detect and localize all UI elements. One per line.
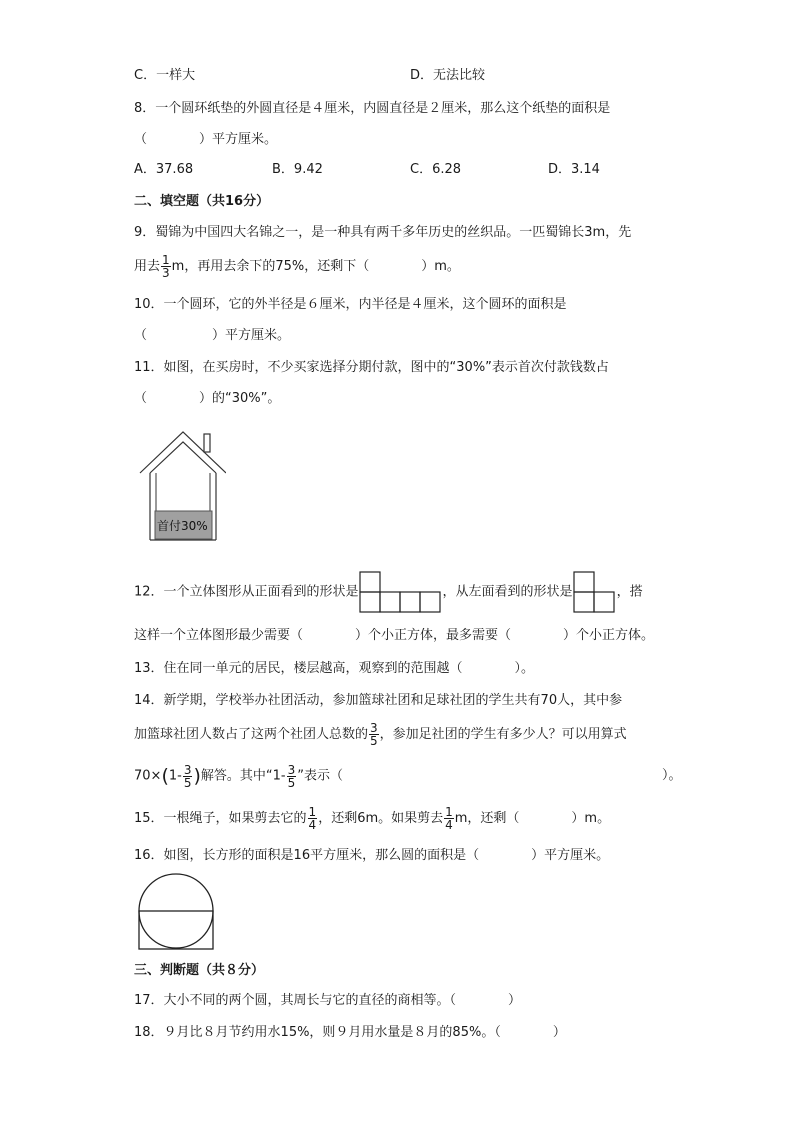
q14-expr-head: 70× xyxy=(134,768,162,784)
q12-text-c: ，搭 xyxy=(616,584,643,600)
q11-line2: （ ）的“30%”。 xyxy=(134,391,281,406)
q15-text-mid: ，还剩6m。如果剪去 xyxy=(318,811,444,826)
q8-option-d: D．3.14 xyxy=(548,162,600,177)
q14-expr-frac-denominator: 5 xyxy=(183,775,192,790)
q10-line2: （ ）平方厘米。 xyxy=(134,328,291,343)
q14-paren-close: ) xyxy=(193,765,201,787)
q9-line2 xyxy=(134,252,460,282)
q9-text-pre: 用去 xyxy=(134,259,161,274)
q14-line2-post: ，参加足社团的学生有多少人？可以用算式 xyxy=(379,727,627,742)
q15-frac2-denominator: 4 xyxy=(445,818,453,832)
q8-option-b: B．9.42 xyxy=(272,162,323,177)
q11-line1: 11．如图，在买房时，不少买家选择分期付款，图中的“30%”表示首次付款钱数占 xyxy=(134,360,609,375)
q14-line3-mid: 解答。其中“1- xyxy=(200,768,286,784)
q15-frac2-numerator: 1 xyxy=(445,805,453,819)
q14-line3-end: ）。 xyxy=(662,768,682,783)
q15-line1 xyxy=(134,803,610,835)
q15-fraction-2 xyxy=(444,806,454,831)
q9-frac-denominator: 3 xyxy=(162,266,170,280)
q14-quoted-frac-numerator: 3 xyxy=(287,762,296,777)
q15-fraction-1 xyxy=(308,806,318,831)
q14-expr-frac-numerator: 3 xyxy=(183,762,192,777)
q14-expr-fraction xyxy=(183,764,193,789)
q8-option-c: C．6.28 xyxy=(410,162,462,177)
q15-text-pre: 15．一根绳子，如果剪去它的 xyxy=(134,811,307,826)
q12-text-a: 12．一个立体图形从正面看到的形状是 xyxy=(134,584,359,600)
q9-text-post: m，再用去余下的75%，还剩下（ ）m。 xyxy=(171,259,460,274)
circle-rectangle-figure xyxy=(135,872,217,952)
section-2-title: 二、填空题（共16分） xyxy=(134,194,270,209)
q9-fraction xyxy=(161,254,171,279)
section-3-title: 三、判断题（共８分） xyxy=(134,963,265,978)
q15-frac1-denominator: 4 xyxy=(308,818,317,832)
q12-line2: 这样一个立体图形最少需要（ ）个小正方体，最多需要（ ）个小正方体。 xyxy=(134,628,655,643)
q14-line2 xyxy=(134,719,627,751)
q8-option-a: A．37.68 xyxy=(134,162,194,177)
q14-quoted-fraction xyxy=(287,764,297,789)
q9-frac-numerator: 1 xyxy=(162,253,170,267)
q15-text-post: m，还剩（ ）m。 xyxy=(454,811,611,826)
q7-option-c: C．一样大 xyxy=(134,68,196,83)
q14-line3 xyxy=(134,759,343,794)
q8-line1: 8．一个圆环纸垫的外圆直径是４厘米，内圆直径是２厘米，那么这个纸垫的面积是 xyxy=(134,101,611,116)
q14-frac-denominator: 5 xyxy=(370,734,378,748)
q10-line1: 10．一个圆环，它的外半径是６厘米，内半径是４厘米，这个圆环的面积是 xyxy=(134,297,567,312)
q14-line1: 14．新学期，学校举办社团活动，参加篮球社团和足球社团的学生共有70人，其中参 xyxy=(134,693,623,708)
q17-line1: 17．大小不同的两个圆，其周长与它的直径的商相等。（ ） xyxy=(134,993,522,1008)
q13-line1: 13．住在同一单元的居民，楼层越高，观察到的范围越（ ）。 xyxy=(134,661,535,676)
q14-quoted-frac-denominator: 5 xyxy=(287,775,296,790)
front-view-figure xyxy=(359,571,443,613)
q14-fraction xyxy=(369,722,379,747)
q14-paren-open: ( xyxy=(161,765,169,787)
down-payment-label: 首付30% xyxy=(157,519,208,533)
q7-option-d: D．无法比较 xyxy=(410,68,486,83)
q9-line1: 9．蜀锦为中国四大名锦之一，是一种具有两千多年历史的丝织品。一匹蜀锦长3m，先 xyxy=(134,225,632,240)
q14-line3-post: ”表示（ xyxy=(297,768,343,784)
q16-line1: 16．如图，长方形的面积是16平方厘米，那么圆的面积是（ ）平方厘米。 xyxy=(134,848,610,863)
q12-line1 xyxy=(134,571,643,613)
q14-frac-numerator: 3 xyxy=(370,721,378,735)
q14-line2-pre: 加篮球社团人数占了这两个社团人总数的 xyxy=(134,727,369,742)
q8-line2: （ ）平方厘米。 xyxy=(134,132,278,147)
q12-text-b: ，从左面看到的形状是 xyxy=(442,584,573,600)
q14-expr-one-minus: 1- xyxy=(168,768,182,784)
q18-line1: 18．９月比８月节约用水15%，则９月用水量是８月的85%。（ ） xyxy=(134,1025,566,1040)
left-view-figure xyxy=(573,571,617,613)
q15-frac1-numerator: 1 xyxy=(308,805,317,819)
